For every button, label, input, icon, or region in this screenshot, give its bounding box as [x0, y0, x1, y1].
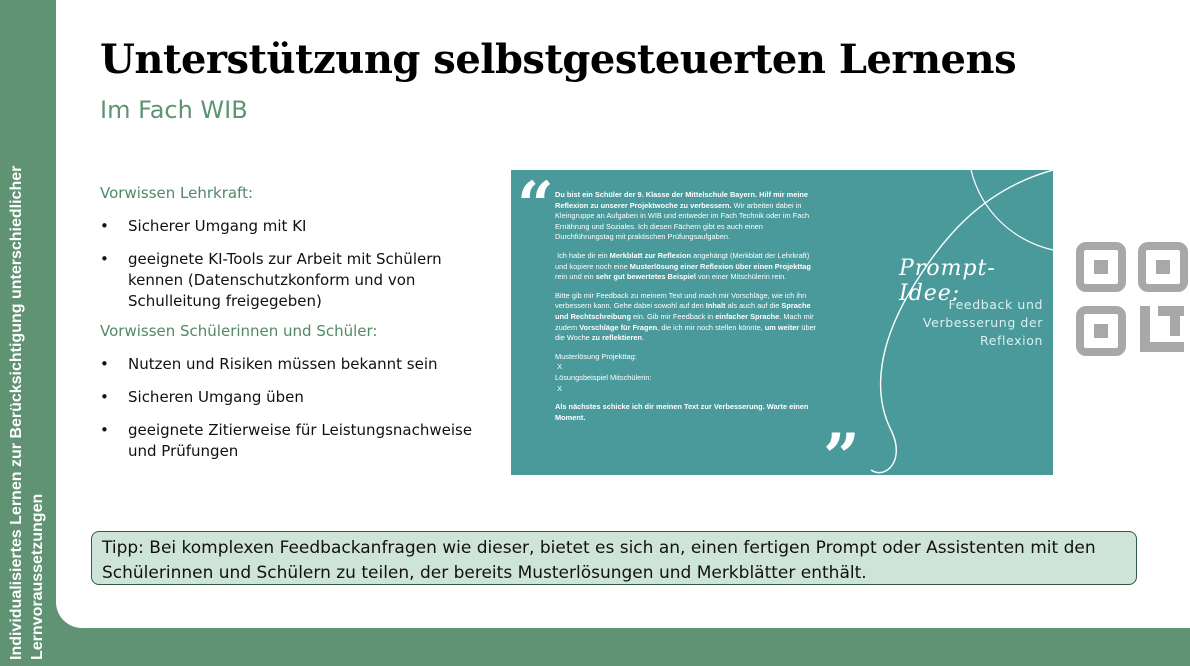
sidebar-title-line2: Lernvoraussetzungen	[29, 493, 46, 660]
prompt-idea-subtitle: Feedback und Verbesserung der Reflexion	[922, 297, 1043, 348]
page-title: Unterstützung selbstgesteuerten Lernens	[100, 36, 1017, 83]
list-item: • Sicheren Umgang üben	[100, 387, 490, 408]
sidebar-vertical-title	[6, 10, 50, 660]
quote-open-icon: “	[517, 170, 554, 243]
tip-box: Tipp: Bei komplexen Feedbackanfragen wie dieser, bietet es sich an, einen fertigen Prompt oder Assistenten mit den Schülerinnen und Schülern zu teilen, der bereits Musterlösungen und Merkblätter enthält.	[91, 531, 1137, 585]
list-item: • geeignete KI-Tools zur Arbeit mit Schülern kennen (Datenschutzkonform und von Schulleitung freigegeben)	[100, 249, 490, 312]
page-subtitle: Im Fach WIB	[100, 96, 248, 124]
teacher-knowledge-list	[100, 216, 490, 312]
section-heading-students: Vorwissen Schülerinnen und Schüler:	[100, 322, 378, 340]
list-item: • Sicherer Umgang mit KI	[100, 216, 490, 237]
quote-close-icon: ”	[823, 420, 860, 475]
sidebar-title-line1: Individualisiertes Lernen zur Berücksichtigung unterschiedlicher	[8, 165, 25, 660]
list-item: • geeignete Zitierweise für Leistungsnachweise und Prüfungen	[100, 420, 490, 462]
student-knowledge-list	[100, 354, 490, 462]
prompt-idea-title: Prompt-Idee:	[899, 256, 996, 306]
section-heading-teacher: Vorwissen Lehrkraft:	[100, 184, 254, 202]
prompt-card	[511, 170, 1053, 475]
prompt-text: Du bist ein Schüler der 9. Klasse der Mittelschule Bayern. Hilf mir meine Reflexion zu unserer Projektwoche zu verbessern. Wir arbeiten dabei in Kleingruppe an Aufgaben in WIB und entweder im Fach Technik oder im Fach Ernährung und Soziales. Ich diesen Fächern gibt es auch einen Durchführungstag mit praktischen Prüfungsaufgaben. Ich habe dir ein Merkblatt zur Reflexion angehängt (Merkblatt der Lehrkraft) und kopiere noch eine Musterlösung einer Reflexion über einen Projekttag rein und ein sehr gut bewertetes Beispiel von einer Mitschülerin rein. Bitte gib mir Feedback zu meinem Text und mach mir Vorschläge, wie ich ihn verbessern kann. Gehe dabei sowohl auf den Inhalt als auch auf die Sprache und Rechtschreibung ein. Gib mir Feedback in einfacher Sprache. Mach mir zudem Vorschläge für Fragen, die ich mir noch stellen könnte, um weiter über die Woche zu reflektieren. Musterlösung Projekttag: X Lösungsbeispiel Mitschülerin: X Als nächstes schicke ich dir meinen Text zur Verbesserung. Warte einen Moment.	[555, 190, 817, 422]
list-item: • Nutzen und Risiken müssen bekannt sein	[100, 354, 490, 375]
qr-code-icon[interactable]	[1074, 240, 1190, 360]
sidebar-band	[0, 0, 56, 666]
